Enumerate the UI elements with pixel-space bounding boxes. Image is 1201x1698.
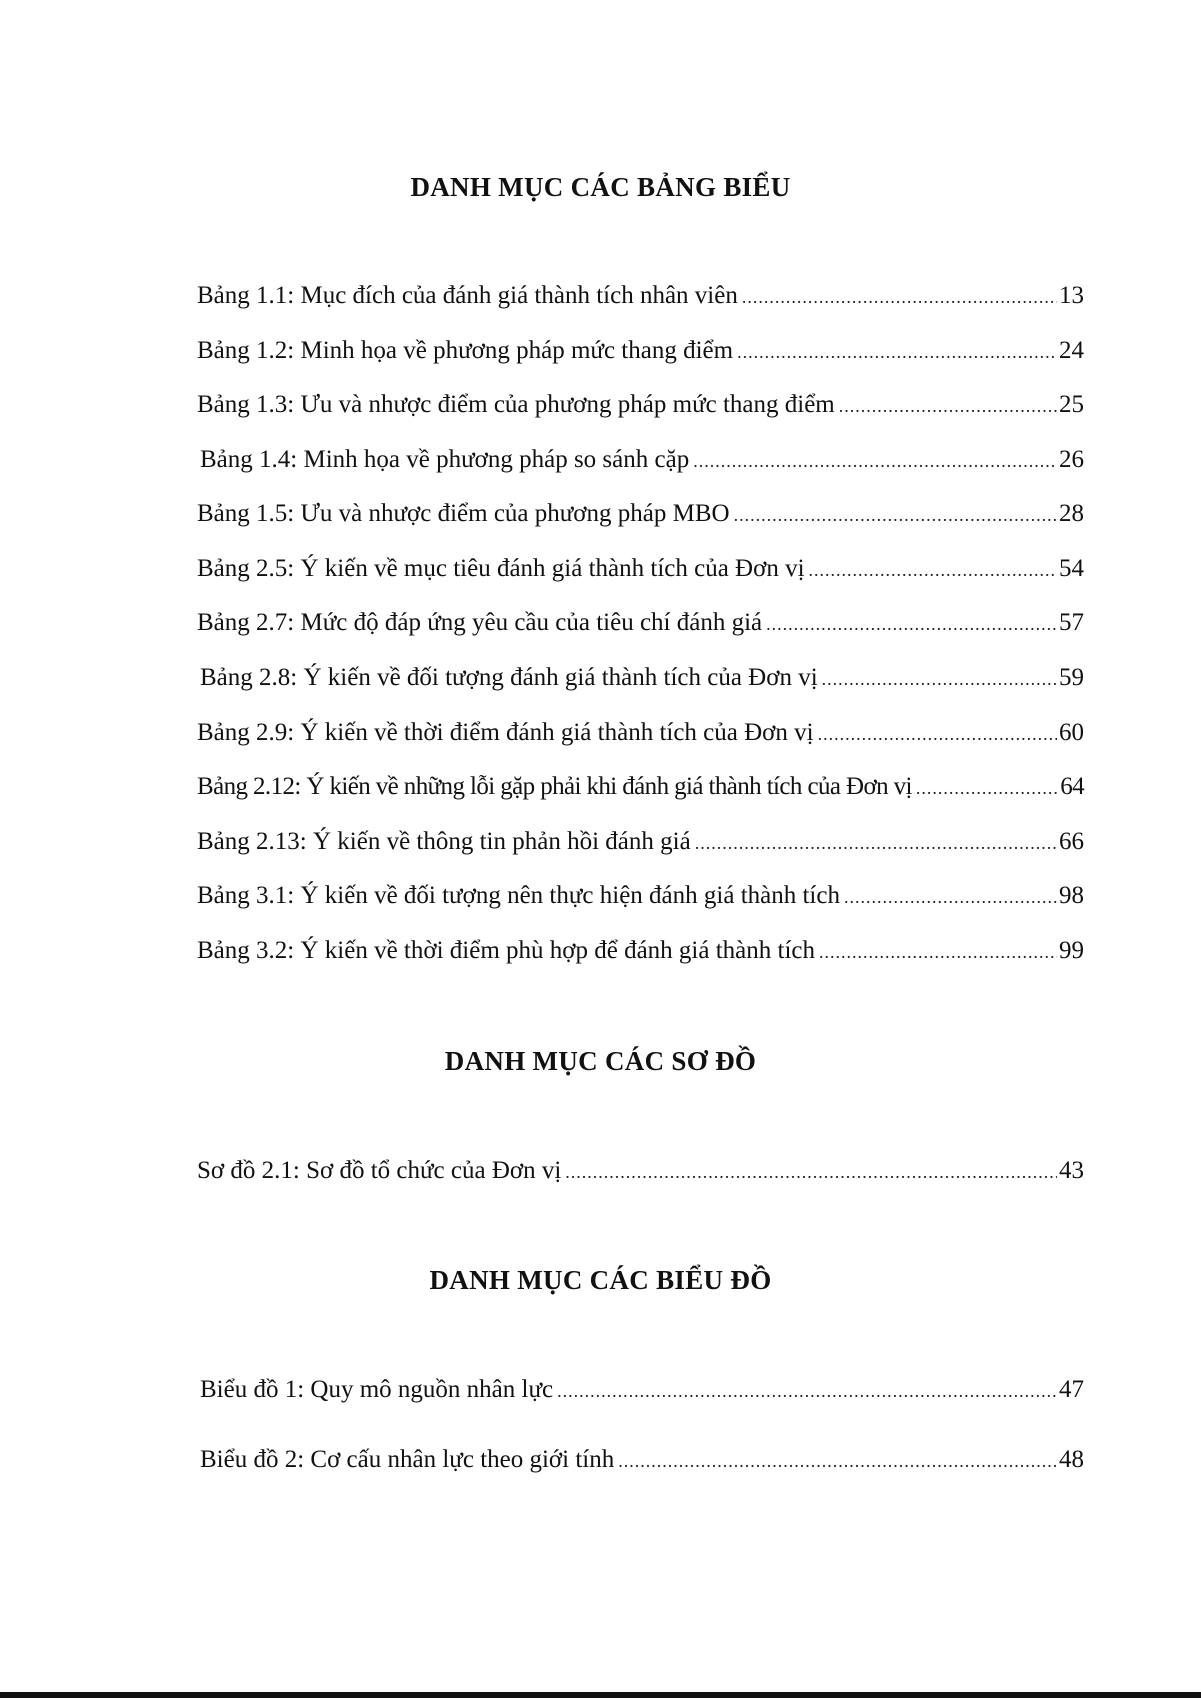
page-bottom-border	[0, 1692, 1201, 1698]
toc-entry	[200, 1375, 1084, 1406]
dot-leader	[618, 1446, 1057, 1476]
entry-page-number: 24	[1059, 337, 1084, 364]
entry-page-number: 54	[1059, 555, 1084, 582]
dot-leader	[766, 609, 1057, 639]
section-title-charts: DANH MỤC CÁC BIỂU ĐỒ	[429, 1265, 772, 1295]
toc-entry	[197, 281, 1084, 312]
entry-label: Bảng 2.8: Ý kiến về đối tượng đánh giá thành tích của Đơn vị	[200, 664, 818, 691]
toc-entry	[197, 499, 1084, 530]
entry-page-number: 47	[1059, 1376, 1084, 1403]
toc-entry	[200, 1445, 1084, 1476]
entry-label: Sơ đồ 2.1: Sơ đồ tổ chức của Đơn vị	[197, 1157, 562, 1184]
entry-page-number: 13	[1059, 282, 1084, 309]
dot-leader	[822, 664, 1057, 694]
entry-page-number: 66	[1059, 828, 1084, 855]
entry-label: Bảng 1.5: Ưu và nhược điểm của phương pháp MBO	[197, 500, 730, 527]
entry-page-number: 60	[1059, 719, 1084, 746]
entry-label: Bảng 1.1: Mục đích của đánh giá thành tích nhân viên	[197, 282, 738, 309]
toc-entry	[197, 936, 1084, 967]
entry-page-number: 43	[1059, 1157, 1084, 1184]
toc-entry	[197, 336, 1084, 367]
entry-label: Biểu đồ 1: Quy mô nguồn nhân lực	[200, 1376, 554, 1403]
dot-leader	[557, 1376, 1057, 1406]
toc-entry	[197, 718, 1084, 749]
dot-leader	[565, 1157, 1057, 1187]
entry-label: Bảng 1.3: Ưu và nhược điểm của phương pháp mức thang điểm	[197, 391, 835, 418]
dot-leader	[809, 555, 1057, 585]
dot-leader	[819, 937, 1057, 967]
entry-label: Bảng 2.13: Ý kiến về thông tin phản hồi đánh giá	[197, 828, 691, 855]
entry-page-number: 25	[1059, 391, 1084, 418]
toc-entry	[197, 772, 1084, 803]
dot-leader	[695, 828, 1057, 858]
entry-page-number: 48	[1059, 1446, 1084, 1473]
entry-page-number: 28	[1059, 500, 1084, 527]
dot-leader	[734, 500, 1057, 530]
entry-label: Biểu đồ 2: Cơ cấu nhân lực theo giới tính	[200, 1446, 615, 1473]
dot-leader	[742, 282, 1057, 312]
entry-label: Bảng 2.7: Mức độ đáp ứng yêu cầu của tiêu chí đánh giá	[197, 609, 763, 636]
dot-leader	[737, 337, 1057, 367]
entry-page-number: 98	[1059, 882, 1084, 909]
entry-page-number: 99	[1059, 937, 1084, 964]
toc-entry	[200, 663, 1084, 694]
toc-entry	[197, 390, 1084, 421]
toc-entry	[197, 881, 1084, 912]
entry-page-number: 64	[1060, 773, 1084, 800]
toc-entry	[197, 608, 1084, 639]
dot-leader	[839, 391, 1057, 421]
entry-label: Bảng 3.1: Ý kiến về đối tượng nên thực hiện đánh giá thành tích	[197, 882, 840, 909]
dot-leader	[916, 773, 1058, 803]
entry-page-number: 26	[1059, 446, 1084, 473]
entry-label: Bảng 2.5: Ý kiến về mục tiêu đánh giá thành tích của Đơn vị	[197, 555, 805, 582]
dot-leader	[693, 446, 1057, 476]
toc-entry	[197, 554, 1084, 585]
toc-entry	[197, 1156, 1084, 1187]
entry-label: Bảng 1.4: Minh họa về phương pháp so sánh cặp	[200, 446, 690, 473]
section-title-tables: DANH MỤC CÁC BẢNG BIỂU	[410, 172, 791, 202]
entry-label: Bảng 3.2: Ý kiến về thời điểm phù hợp để đánh giá thành tích	[197, 937, 815, 964]
toc-entry	[200, 445, 1084, 476]
entry-page-number: 57	[1059, 609, 1084, 636]
section-title-diagrams: DANH MỤC CÁC SƠ ĐỒ	[444, 1046, 757, 1076]
toc-entry	[197, 827, 1084, 858]
dot-leader	[844, 882, 1057, 912]
entry-page-number: 59	[1059, 664, 1084, 691]
entry-label: Bảng 2.9: Ý kiến về thời điểm đánh giá thành tích của Đơn vị	[197, 719, 814, 746]
dot-leader	[818, 719, 1057, 749]
entry-label: Bảng 2.12: Ý kiến về những lỗi gặp phải khi đánh giá thành tích của Đơn vị	[197, 773, 912, 800]
entry-label: Bảng 1.2: Minh họa về phương pháp mức thang điểm	[197, 337, 734, 364]
